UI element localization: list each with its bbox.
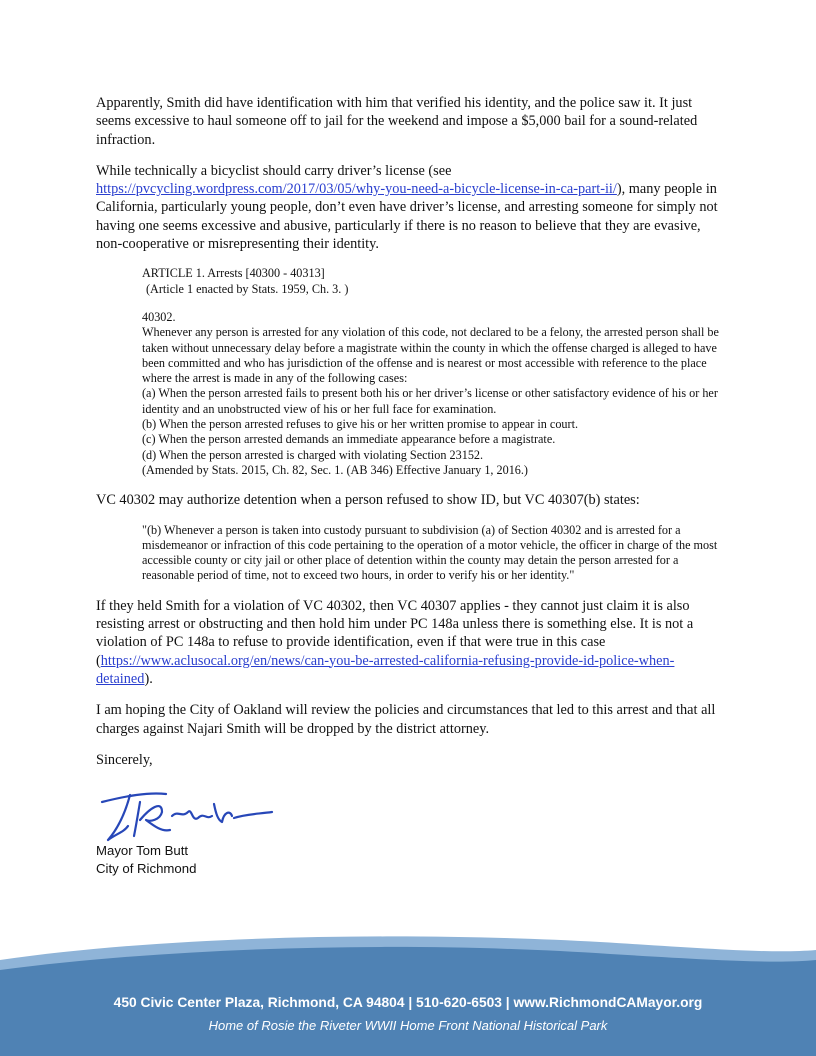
case-b: (b) When the person arrested refuses to give his or her written promise to appear in court. — [142, 417, 579, 432]
signature-image — [96, 782, 296, 846]
footer-tagline: Home of Rosie the Riveter WWII Home Front National Historical Park — [208, 1018, 608, 1033]
vc-40302-quote — [142, 266, 724, 478]
vc-40307-quote — [142, 523, 724, 584]
letter-body — [96, 94, 724, 782]
article-enacted: (Article 1 enacted by Stats. 1959, Ch. 3. ) — [146, 281, 349, 296]
case-a: (a) When the person arrested fails to present both his or her driver’s license or other satisfactory evidence of his or her identity and an unobstructed view of his or her full face for examination. — [142, 386, 718, 416]
signer-block — [96, 842, 196, 878]
case-d: (d) When the person arrested is charged with violating Section 23152. — [142, 447, 484, 462]
paragraph-text: If they held Smith for a violation of VC 40302, then VC 40307 applies - they cannot just claim it is also resisting arrest or obstructing and then hold him under PC 148a unless there is something else. It is not a violation of PC 148a to refuse to provide identification, even if that were true in this case ( — [96, 597, 694, 669]
article-heading — [142, 266, 724, 297]
section-body: Whenever any person is arrested for any violation of this code, not declared to be a felony, the arrested person shall be taken without unnecessary delay before a magistrate within the county in which the offense charged is alleged to have been committed and who has jurisdiction of the offense and is nearest or most accessible with reference to the place where the arrest is made in any of the following cases: — [142, 325, 719, 386]
paragraph-identification: Apparently, Smith did have identification with him that verified his identity, and the police saw it. It just seems excessive to haul someone off to jail for the weekend and impose a $5,000 bail for a sound-related infraction. — [96, 95, 698, 148]
section-40302 — [142, 310, 724, 478]
footer-address: 450 Civic Center Plaza, Richmond, CA 94804 | 510-620-6503 | www.RichmondCAMayor.org — [113, 995, 703, 1010]
paragraph-text: ), many people in California, particularly young people, don’t even have driver’s license, and arresting someone for simply not having one seems excessive and abusive, particularly if there is no reason to believe that they are evasive, non-cooperative or misrepresenting their identity. — [96, 181, 718, 253]
signer-organization: City of Richmond — [96, 861, 197, 876]
footer-wave — [0, 930, 816, 1056]
paragraph-text: While technically a bicyclist should carry driver’s license (see — [96, 162, 452, 179]
signer-name: Mayor Tom Butt — [96, 843, 189, 858]
paragraph-request: I am hoping the City of Oakland will review the policies and circumstances that led to this arrest and that all charges against Najari Smith will be dropped by the district attorney. — [96, 702, 716, 737]
amended-note: (Amended by Stats. 2015, Ch. 82, Sec. 1. (AB 346) Effective January 1, 2016.) — [142, 462, 528, 477]
section-number: 40302. — [142, 309, 176, 324]
paragraph-drivers-license — [96, 162, 724, 253]
closing: Sincerely, — [96, 751, 153, 768]
paragraph-text: ). — [144, 670, 153, 687]
paragraph-pc-148a — [96, 597, 724, 688]
paragraph-vc-40307: VC 40302 may authorize detention when a person refused to show ID, but VC 40307(b) states: — [96, 492, 640, 509]
aclu-link[interactable]: https://www.aclusocal.org/en/news/can-you-be-arrested-california-refusing-provide-id-police-when-detained — [96, 652, 675, 687]
vc-40307-text: "(b) Whenever a person is taken into custody pursuant to subdivision (a) of Section 40302 and is arrested for a misdemeanor or infraction of this code pertaining to the operation of a motor vehicle, the officer in charge of the most accessible county or city jail or other place of detention within the county may detain the person arrested for a reasonable period of time, not to exceed two hours, in order to verify his or her identity." — [142, 522, 718, 583]
article-title: ARTICLE 1. Arrests [40300 - 40313] — [142, 266, 325, 281]
pvcycling-link[interactable]: https://pvcycling.wordpress.com/2017/03/05/why-you-need-a-bicycle-license-in-ca-part-ii/ — [96, 181, 617, 198]
case-c: (c) When the person arrested demands an immediate appearance before a magistrate. — [142, 432, 556, 447]
